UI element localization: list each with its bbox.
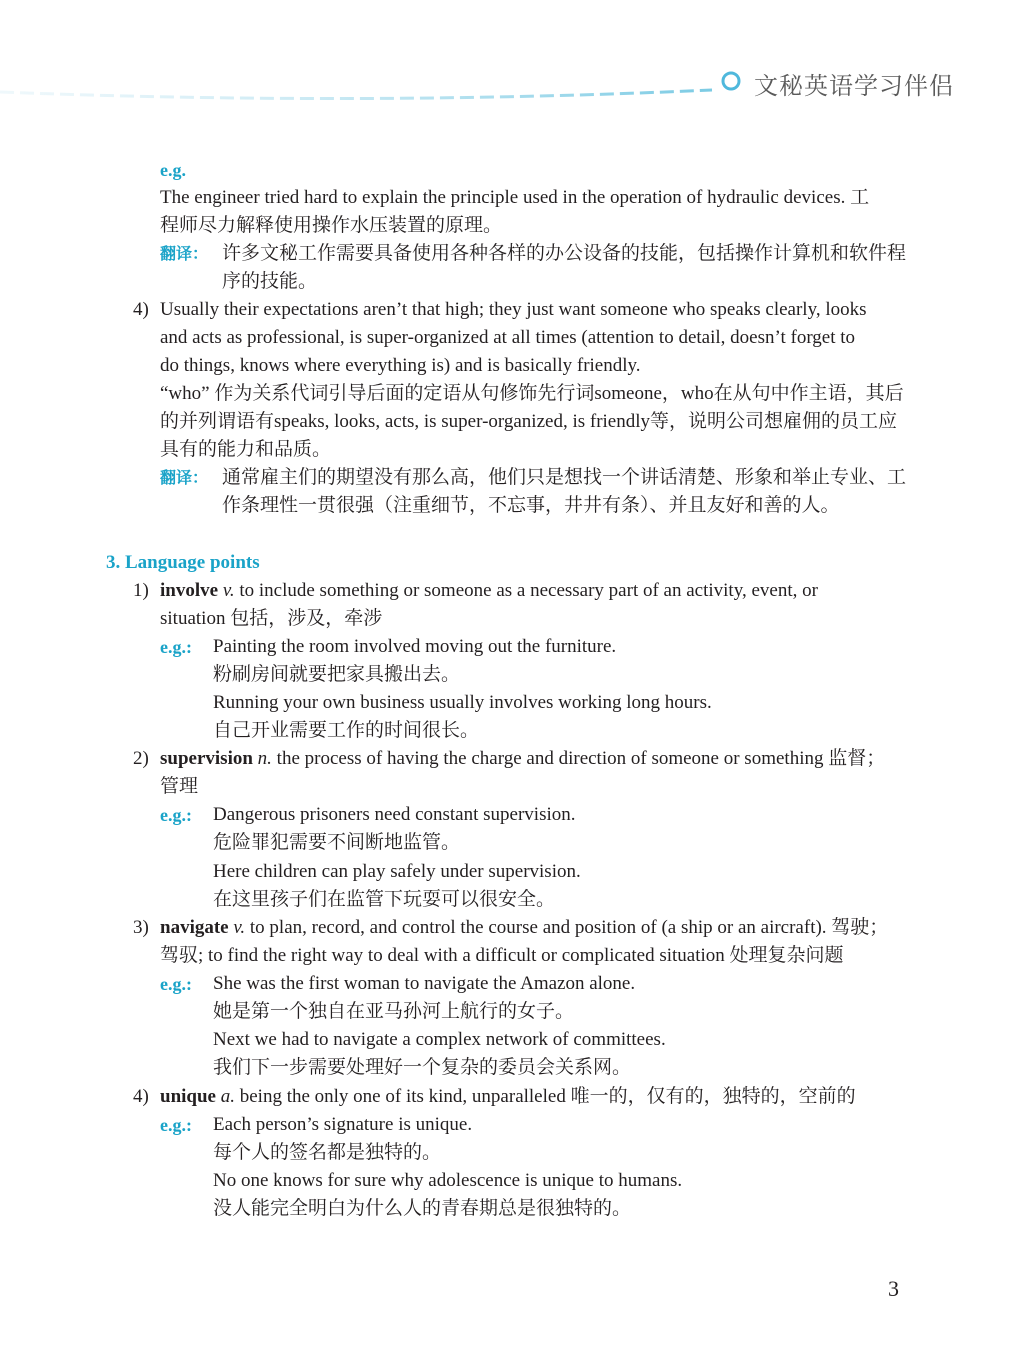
example-sentence-cn: 自己开业需要工作的时间很长。 <box>213 720 480 741</box>
lp-definition: 驾驭; to find the right way to deal with a difficult or complicated situation 处理复杂问题 <box>160 945 844 966</box>
example-sentence: Dangerous prisoners need constant supervision. <box>213 804 576 825</box>
lp-definition: being the only one of its kind, unparalleled 唯一的，仅有的，独特的，空前的 <box>234 1086 856 1107</box>
example-sentence: Next we had to navigate a complex network of committees. <box>213 1029 666 1050</box>
lp-definition: situation 包括，涉及，牵涉 <box>160 608 383 629</box>
lp-word: involve <box>160 580 219 601</box>
lp-pos: v. <box>233 917 246 938</box>
item-sentence: do things, knows where everything is) and is basically friendly. <box>160 355 641 376</box>
example-sentence-cn: 我们下一步需要处理好一个复杂的委员会关系网。 <box>213 1057 632 1078</box>
lp-definition: to plan, record, and control the course and position of (a ship or an aircraft). 驾驶； <box>245 917 889 938</box>
translation-text: 作条理性一贯很强（注重细节，不忘事，井井有条）、并且友好和善的人。 <box>222 495 840 516</box>
eg-label: e.g. <box>160 160 186 180</box>
lp-definition-line <box>160 577 818 605</box>
example-sentence-cn: 她是第一个独自在亚马孙河上航行的女子。 <box>213 1001 575 1022</box>
example-sentence: No one knows for sure why adolescence is unique to humans. <box>213 1170 683 1191</box>
lp-definition-line <box>160 914 888 942</box>
example-sentence: She was the first woman to navigate the Amazon alone. <box>213 973 636 994</box>
lp-definition-line <box>160 1083 856 1111</box>
example-sentence: Here children can play safely under supervision. <box>213 861 581 882</box>
lp-word: navigate <box>160 917 229 938</box>
lp-definition: the process of having the charge and direction of someone or something 监督； <box>271 748 886 769</box>
eg-label: e.g.: <box>160 1115 192 1135</box>
lp-definition: 管理 <box>160 776 199 797</box>
example-sentence-cn: 程师尽力解释使用操作水压装置的原理。 <box>160 215 503 236</box>
lp-number: 3) <box>133 917 149 938</box>
item-sentence: and acts as professional, is super-organized at all times (attention to detail, doesn’t forget to <box>160 327 856 348</box>
lp-pos: v. <box>222 580 235 601</box>
eg-label: e.g.: <box>160 805 192 825</box>
header-decorative-line <box>0 86 720 104</box>
item-sentence: Usually their expectations aren’t that high; they just want someone who speaks clearly, looks <box>160 299 867 320</box>
example-sentence: The engineer tried hard to explain the principle used in the operation of hydraulic devices. 工 <box>160 187 870 208</box>
lp-definition-line <box>160 745 885 773</box>
item-note: 的并列谓语有speaks, looks, acts, is super-organized, is friendly等，说明公司想雇佣的员工应 <box>160 411 898 432</box>
header-title: 文秘英语学习伴侣 <box>754 72 954 100</box>
example-sentence: Running your own business usually involves working long hours. <box>213 692 712 713</box>
lp-word: supervision <box>160 748 253 769</box>
translation-text: 序的技能。 <box>222 271 318 292</box>
translation-label: 翻译： <box>160 244 209 263</box>
lp-definition: to include something or someone as a necessary part of an activity, event, or <box>234 580 818 601</box>
example-sentence-cn: 粉刷房间就要把家具搬出去。 <box>213 664 461 685</box>
example-sentence-cn: 危险罪犯需要不间断地监管。 <box>213 832 461 853</box>
example-sentence-cn: 每个人的签名都是独特的。 <box>213 1142 442 1163</box>
item-number: 4) <box>133 299 149 320</box>
example-sentence-cn: 在这里孩子们在监管下玩耍可以很安全。 <box>213 889 556 910</box>
lp-number: 2) <box>133 748 149 769</box>
eg-label: e.g.: <box>160 637 192 657</box>
page-number: 3 <box>888 1276 899 1301</box>
item-note: “who” 作为关系代词引导后面的定语从句修饰先行词someone，who在从句中作主语，其后 <box>160 383 904 404</box>
lp-pos: a. <box>220 1086 235 1107</box>
example-sentence-cn: 没人能完全明白为什么人的青春期总是很独特的。 <box>213 1198 632 1219</box>
translation-label: 翻译： <box>160 468 209 487</box>
lp-pos: n. <box>257 748 272 769</box>
lp-number: 1) <box>133 580 149 601</box>
eg-label: e.g.: <box>160 974 192 994</box>
translation-text: 许多文秘工作需要具备使用各种各样的办公设备的技能，包括操作计算机和软件程 <box>222 243 907 264</box>
item-note: 具有的能力和品质。 <box>160 439 332 460</box>
translation-text: 通常雇主们的期望没有那么高，他们只是想找一个讲话清楚、形象和举止专业、工 <box>222 467 907 488</box>
lp-word: unique <box>160 1086 216 1107</box>
example-sentence: Painting the room involved moving out the furniture. <box>213 636 617 657</box>
section-title: 3. Language points <box>106 552 260 573</box>
header-circle-icon <box>720 70 742 92</box>
example-sentence: Each person’s signature is unique. <box>213 1114 473 1135</box>
lp-number: 4) <box>133 1086 149 1107</box>
